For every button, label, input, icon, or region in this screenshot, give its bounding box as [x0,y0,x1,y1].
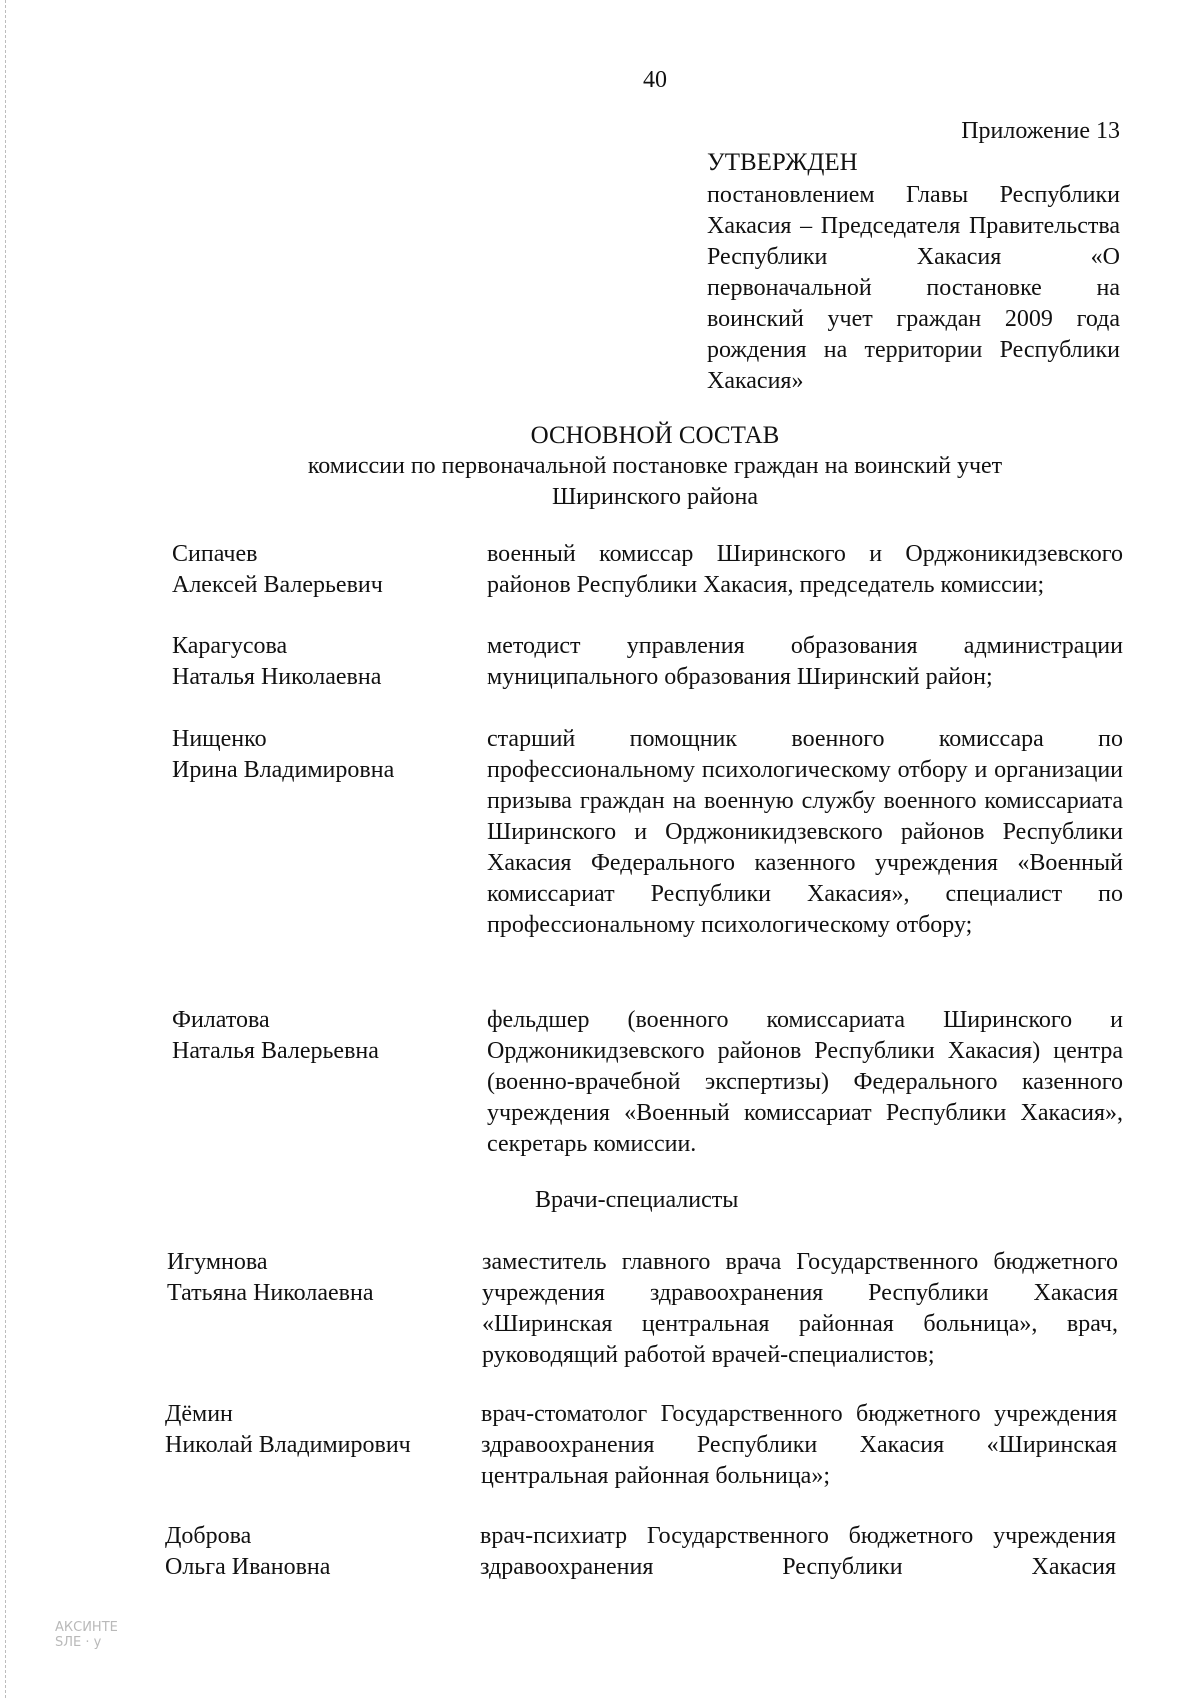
appendix-label: Приложение 13 [961,118,1120,144]
scan-edge-line [5,0,7,1698]
doctor-name [165,1399,465,1461]
member-surname: Нищенко [172,726,267,752]
member-name [172,539,472,601]
stamp-line1: АКСИНТЕ [55,1620,118,1635]
doctor-given-name: Николай Владимирович [165,1432,411,1458]
document-heading [0,420,1200,513]
approval-block [707,147,1120,397]
member-given-name: Наталья Николаевна [172,664,382,690]
member-role: методист управления образования администрации муниципального образования Ширинский район; [487,633,1123,690]
heading-subtitle-line1: комиссии по первоначальной постановке граждан на воинский учет [307,453,1003,479]
doctor-role: врач-психиатр Государственного бюджетного учреждения здравоохранения Республики Хакасия [480,1523,1116,1580]
doctor-name [167,1247,467,1309]
doctor-role: заместитель главного врача Государственного бюджетного учреждения здравоохранения Республики Хакасия «Ширинская центральная районная больница», врач, руководящий работой врачей-специалистов; [482,1249,1118,1368]
doctor-surname: Игумнова [167,1249,268,1275]
heading-subtitle-line2: Ширинского района [551,484,759,510]
approval-text: постановлением Главы Республики Хакасия – Председателя Правительства Республики Хакасия «О первоначальной постановке на воинский учет граждан 2009 года рождения на территории Республики Хакасия» [707,182,1120,394]
doctor-given-name: Ольга Ивановна [165,1554,331,1580]
heading-title: ОСНОВНОЙ СОСТАВ [530,422,780,449]
section-title-doctors: Врачи-специалисты [535,1187,739,1213]
member-surname: Филатова [172,1007,270,1033]
doctor-surname: Дёмин [165,1401,233,1427]
approval-title: УТВЕРЖДЕН [707,149,858,176]
doctor-role: врач-стоматолог Государственного бюджетного учреждения здравоохранения Республики Хакасия «Ширинская центральная районная больница»; [481,1401,1117,1489]
member-given-name: Ирина Владимировна [172,757,395,783]
member-surname: Карагусова [172,633,288,659]
member-role: старший помощник военного комиссара по профессиональному психологическому отбору и организации призыва граждан на военную службу военного комиссариата Ширинского и Орджоникидзевского районов Республики Хакасия Федерального казенного учреждения «Военный комиссариат Республики Хакасия», специалист по профессиональному психологическому отбору; [487,726,1123,938]
member-surname: Сипачев [172,541,258,567]
member-name [172,1005,472,1067]
doctor-name [165,1521,465,1583]
doctor-surname: Доброва [165,1523,252,1549]
faded-stamp [55,1620,118,1650]
page-number: 40 [643,67,667,93]
member-given-name: Алексей Валерьевич [172,572,383,598]
doctor-given-name: Татьяна Николаевна [167,1280,374,1306]
member-role: фельдшер (военного комиссариата Ширинского и Орджоникидзевского районов Республики Хакасия) центра (военно-врачебной экспертизы) Федерального казенного учреждения «Военный комиссариат Республики Хакасия», секретарь комиссии. [487,1007,1123,1157]
member-name [172,631,472,693]
stamp-line2: SЛЕ · у [55,1635,102,1650]
member-name [172,724,472,786]
member-role: военный комиссар Ширинского и Орджоникидзевского районов Республики Хакасия, председатель комиссии; [487,541,1123,598]
member-given-name: Наталья Валерьевна [172,1038,379,1064]
